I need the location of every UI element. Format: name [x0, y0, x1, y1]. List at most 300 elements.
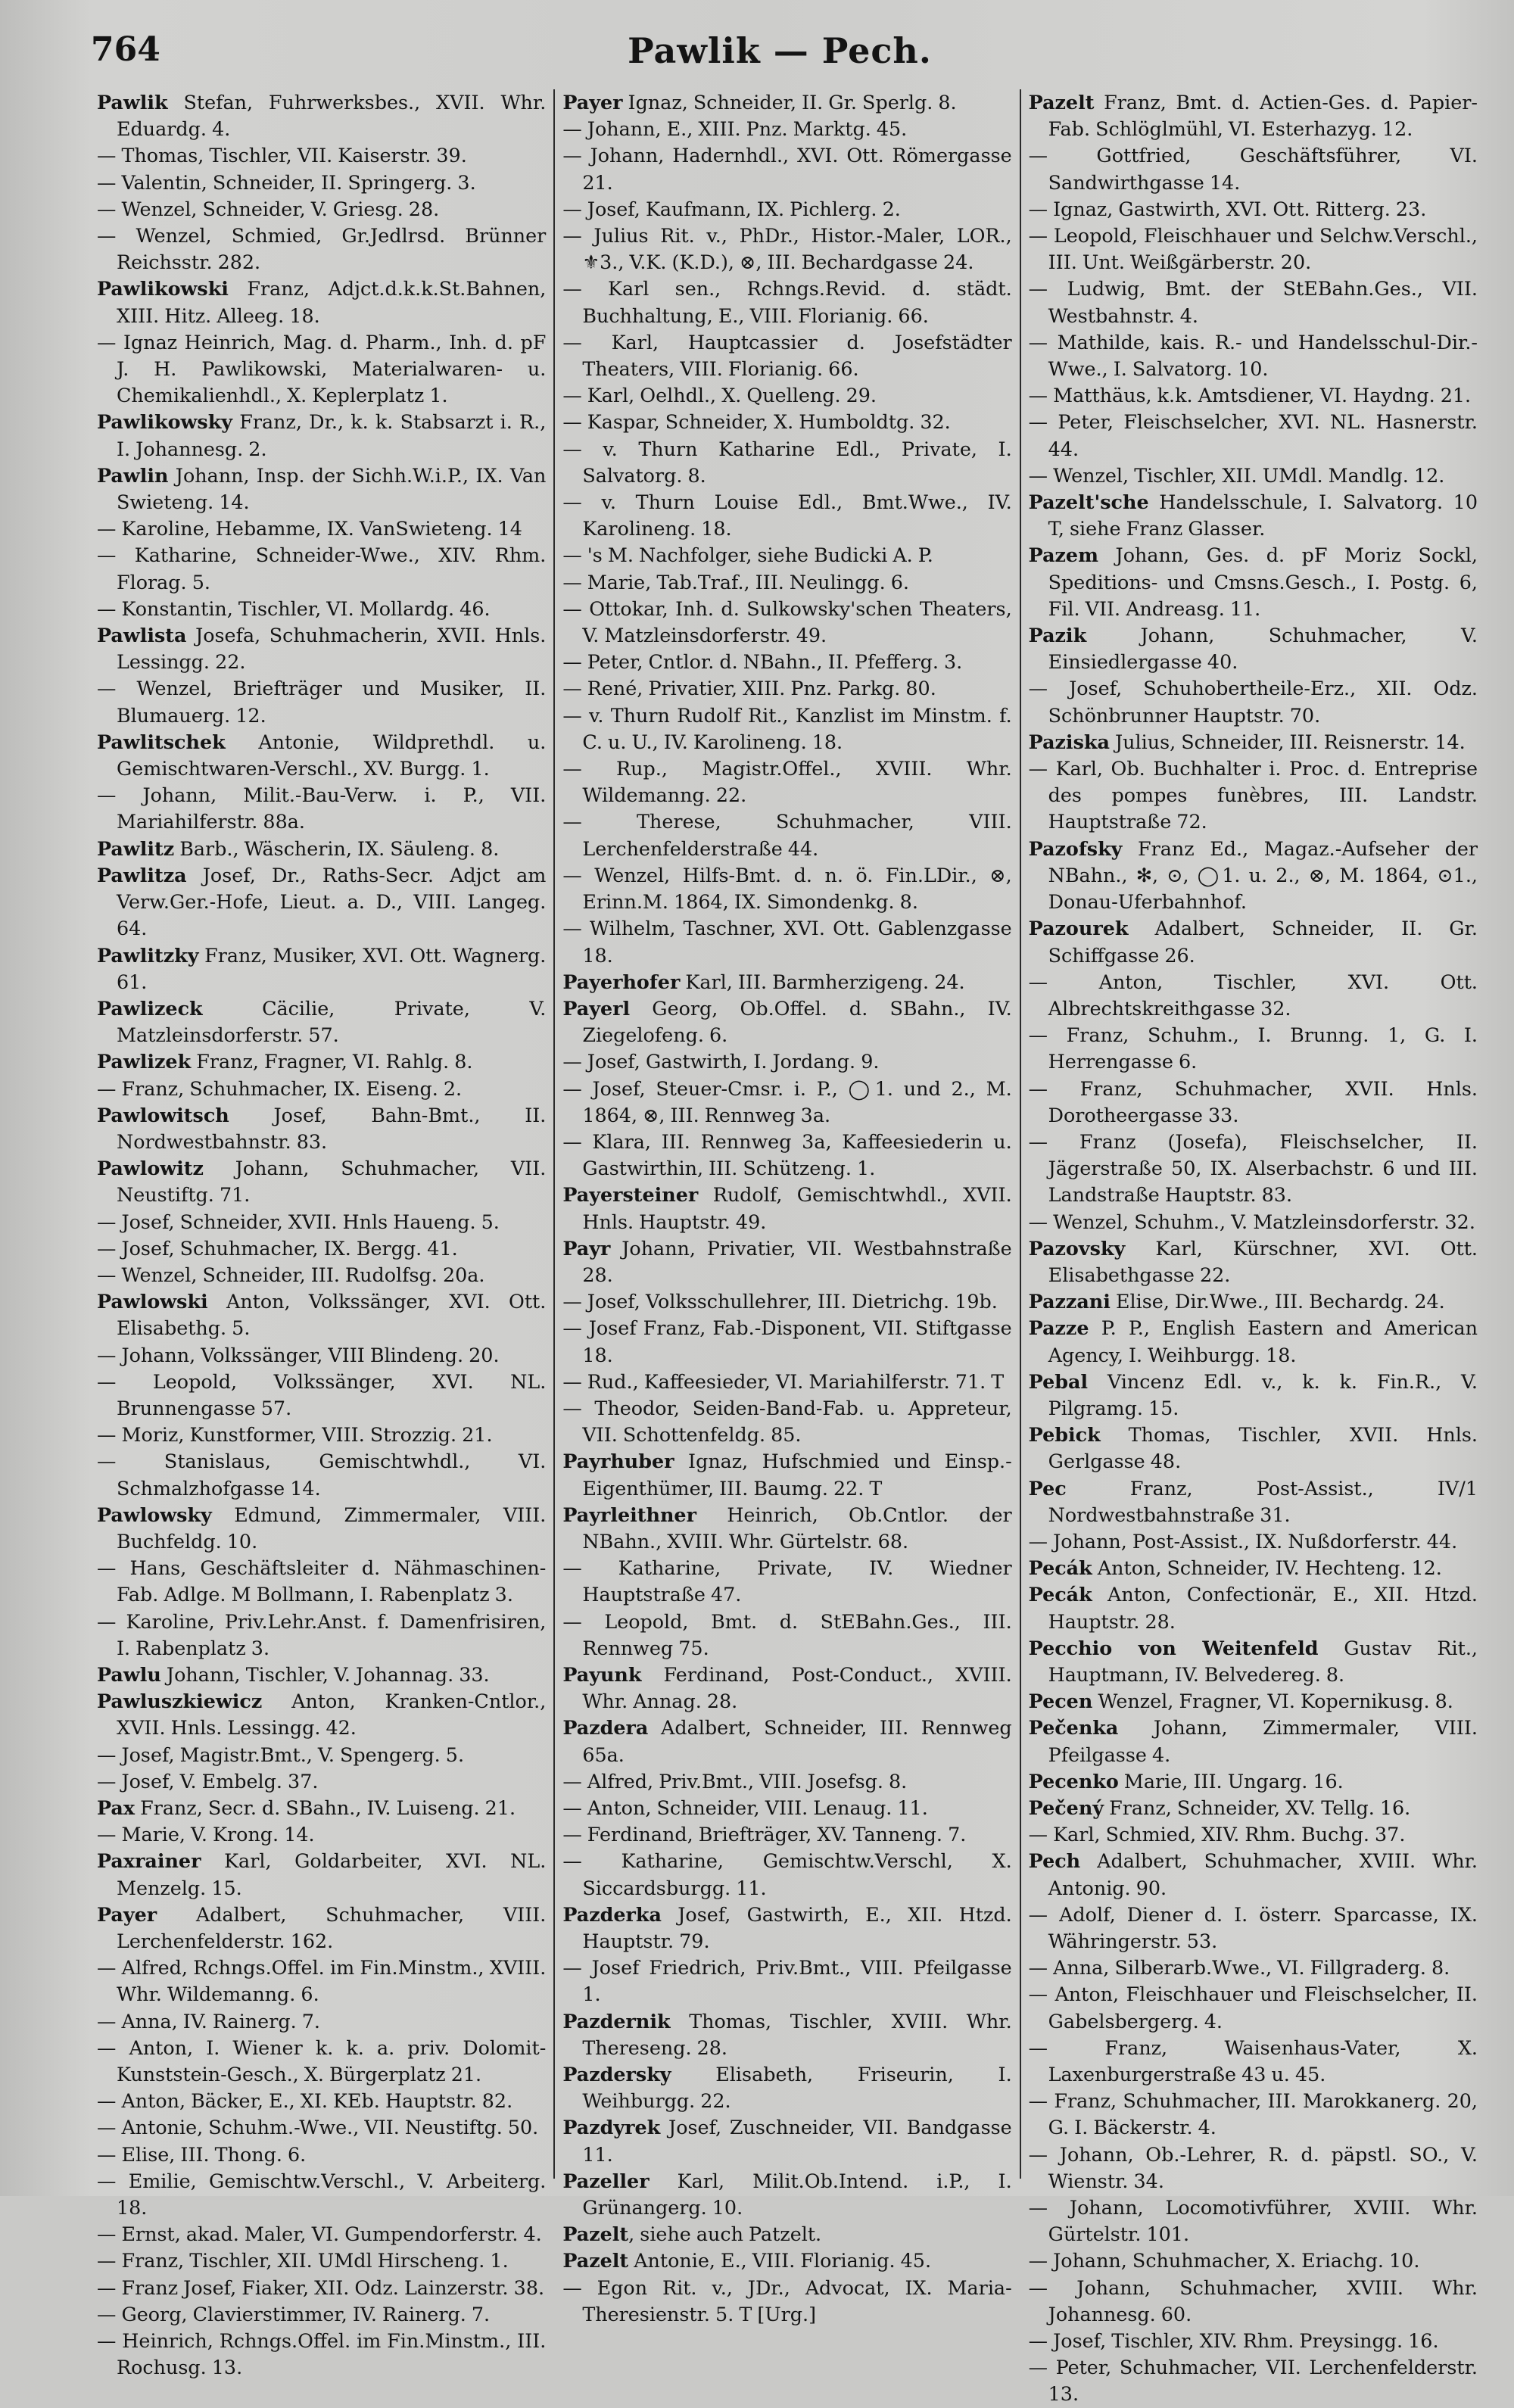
entry-details: — Therese, Schuhmacher, VIII. Lerchenfelderstraße 44. — [562, 810, 1012, 860]
entry-surname: Paziska — [1028, 730, 1110, 753]
directory-entry — [1029, 915, 1478, 968]
directory-entry — [97, 2275, 546, 2301]
entry-details: — Josef, Magistr.Bmt., V. Spengerg. 5. — [97, 1743, 465, 1766]
entry-details: — v. Thurn Louise Edl., Bmt.Wwe., IV. Karolineng. 18. — [562, 491, 1012, 540]
entry-details: — Ernst, akad. Maler, VI. Gumpendorferstr. 4. — [97, 2223, 542, 2246]
entry-surname: Pebick — [1028, 1423, 1101, 1447]
entry-details: Johann, Schuhmacher, VII. Neustiftg. 71. — [117, 1157, 547, 1207]
entry-details: Karl, Goldarbeiter, XVI. NL. Menzelg. 15. — [117, 1849, 547, 1899]
entry-surname: Pazeller — [562, 2169, 650, 2192]
entry-surname: Pax — [97, 1796, 135, 1819]
entry-details: — Josef, Kaufmann, IX. Pichlerg. 2. — [562, 197, 901, 220]
directory-entry — [562, 1955, 1011, 2008]
entry-details: — Hans, Geschäftsleiter d. Nähmaschinen-Fab. Adlge. M Bollmann, I. Rabenplatz 3. — [97, 1556, 547, 1606]
entry-surname: Pawlowsky — [97, 1503, 212, 1526]
entry-details: Stefan, Fuhrwerksbes., XVII. Whr. Eduardg. 4. — [117, 91, 547, 141]
directory-entry — [562, 1848, 1011, 1901]
directory-entry — [562, 862, 1011, 915]
entry-surname: Payunk — [562, 1662, 642, 1686]
entry-surname: Pazik — [1028, 624, 1087, 647]
entry-surname: Pečený — [1028, 1796, 1104, 1819]
entry-surname: Pazderka — [562, 1902, 662, 1926]
entry-details: Karl, III. Barmherzigeng. 24. — [680, 970, 965, 993]
directory-entry — [562, 1768, 1011, 1795]
entry-surname: Pecchio von Weitenfeld — [1028, 1636, 1319, 1659]
directory-entry — [562, 1048, 1011, 1075]
entry-details: — Franz, Tischler, XII. UMdl Hirscheng. 1. — [97, 2249, 509, 2272]
entry-details: — Theodor, Seiden-Band-Fab. u. Appreteur, VII. Schottenfeldg. 85. — [562, 1396, 1012, 1447]
entry-details: Marie, III. Ungarg. 16. — [1118, 1769, 1344, 1793]
directory-entry — [1029, 142, 1478, 195]
directory-entry — [562, 382, 1011, 409]
directory-entry — [97, 1742, 546, 1768]
entry-details: — Heinrich, Rchngs.Offel. im Fin.Minstm., III. Rochusg. 13. — [97, 2329, 547, 2379]
entry-details: — Franz, Waisenhaus-Vater, X. Laxenburgerstraße 43 u. 45. — [1028, 2036, 1478, 2086]
entry-surname: Pazdyrek — [562, 2116, 661, 2139]
directory-entry — [562, 2168, 1011, 2221]
entry-details: — Leopold, Bmt. d. StEBahn.Ges., III. Rennweg 75. — [562, 1609, 1012, 1659]
entry-surname: Pazelt — [562, 2249, 629, 2272]
entry-surname: Pawlin — [97, 463, 169, 487]
directory-entry — [1029, 1288, 1478, 1315]
directory-entry — [97, 1262, 546, 1288]
directory-entry — [97, 1342, 546, 1369]
entry-details: — Marie, Tab.Traf., III. Neulingg. 6. — [562, 570, 909, 593]
directory-entry — [1029, 1848, 1478, 1901]
directory-entry — [1029, 89, 1478, 142]
directory-entry — [1029, 729, 1478, 755]
entry-details: Adalbert, Schuhmacher, VIII. Lerchenfelderstr. 162. — [117, 1902, 547, 1953]
entry-surname: Pawlik — [97, 91, 168, 114]
directory-entry — [1029, 1981, 1478, 2034]
directory-entry — [97, 223, 546, 276]
entry-details: — Franz (Josefa), Fleischselcher, II. Jägerstraße 50, IX. Alserbachstr. 6 und III. Landstraße Hauptstr. 83. — [1028, 1129, 1478, 1207]
entry-details: Edmund, Zimmermaler, VIII. Buchfeldg. 10. — [117, 1503, 547, 1553]
directory-entry — [562, 569, 1011, 596]
directory-entry — [1029, 836, 1478, 916]
directory-entry — [97, 1448, 546, 1501]
entry-details: Cäcilie, Private, V. Matzleinsdorferstr. 57. — [117, 996, 547, 1047]
directory-entry — [1029, 1635, 1478, 1688]
entry-details: — Wenzel, Schmied, Gr.Jedlrsd. Brünner Reichsstr. 282. — [97, 224, 547, 274]
entry-details: — Johann, Milit.-Bau-Verw. i. P., VII. Mariahilferstr. 88a. — [97, 783, 547, 833]
entry-details: — Karoline, Priv.Lehr.Anst. f. Damenfrisiren, I. Rabenplatz 3. — [97, 1609, 547, 1659]
directory-entry — [562, 489, 1011, 542]
directory-entry — [562, 2008, 1011, 2061]
entry-surname: Pazdernik — [562, 2009, 671, 2033]
entry-surname: Pawlista — [97, 624, 187, 647]
entry-details: Franz, Schneider, XV. Tellg. 16. — [1104, 1796, 1411, 1819]
entry-details: — Franz Josef, Fiaker, XII. Odz. Lainzerstr. 38. — [97, 2276, 545, 2299]
directory-entry — [97, 1369, 546, 1422]
entry-details: — Karl, Hauptcassier d. Josefstädter Theaters, VIII. Florianig. 66. — [562, 330, 1012, 381]
directory-entry — [97, 1235, 546, 1262]
directory-entry — [562, 969, 1011, 995]
directory-columns — [92, 89, 1478, 2406]
entry-details: — Josef, Schneider, XVII. Hnls Haueng. 5. — [97, 1210, 500, 1233]
entry-details: — Ignaz, Gastwirth, XVI. Ott. Ritterg. 23. — [1028, 197, 1427, 220]
directory-entry — [1029, 1902, 1478, 1955]
entry-surname: Payr — [562, 1236, 611, 1260]
entry-details: — Karl, Oelhdl., X. Quelleng. 29. — [562, 384, 877, 407]
directory-entry — [562, 142, 1011, 195]
entry-details: — Katharine, Gemischtw.Verschl, X. Siccardsburgg. 11. — [562, 1849, 1012, 1899]
directory-entry — [562, 1395, 1011, 1448]
directory-entry — [97, 329, 546, 410]
entry-details: Franz, Dr., k. k. Stabsarzt i. R., I. Johannesg. 2. — [117, 410, 547, 460]
directory-entry — [1029, 463, 1478, 489]
entry-surname: Pecenko — [1028, 1769, 1119, 1793]
entry-details: — René, Privatier, XIII. Pnz. Parkg. 80. — [562, 677, 936, 700]
directory-entry — [562, 196, 1011, 223]
entry-details: — Johann, E., XIII. Pnz. Marktg. 45. — [562, 117, 908, 141]
page-header — [91, 30, 1469, 83]
entry-details: — 's M. Nachfolger, siehe Budicki A. P. — [562, 544, 933, 567]
entry-details: Ignaz, Schneider, II. Gr. Sperlg. 8. — [622, 91, 957, 114]
directory-entry — [97, 1768, 546, 1795]
entry-details: Anton, Schneider, IV. Hechteng. 12. — [1092, 1556, 1442, 1580]
entry-surname: Payersteiner — [562, 1183, 699, 1207]
directory-entry — [1029, 223, 1478, 276]
entry-details: Gustav Rit., Hauptmann, IV. Belvedereg. 8. — [1048, 1636, 1478, 1686]
entry-details: — Katharine, Private, IV. Wiedner Hauptstraße 47. — [562, 1556, 1012, 1606]
entry-details: — Alfred, Priv.Bmt., VIII. Josefsg. 8. — [562, 1769, 908, 1793]
entry-details: Elise, Dir.Wwe., III. Bechardg. 24. — [1110, 1290, 1445, 1313]
directory-entry — [97, 276, 546, 329]
directory-entry — [1029, 1768, 1478, 1795]
entry-details: Ignaz, Hufschmied und Einsp.-Eigenthümer, III. Baumg. 22. T — [582, 1450, 1012, 1500]
directory-entry — [1029, 1369, 1478, 1422]
directory-entry — [1029, 1955, 1478, 1981]
entry-details: — v. Thurn Rudolf Rit., Kanzlist im Minstm. f. C. u. U., IV. Karolineng. 18. — [562, 703, 1012, 753]
entry-details: — Georg, Clavierstimmer, IV. Rainerg. 7. — [97, 2302, 491, 2325]
entry-surname: Pawlikowski — [97, 277, 229, 301]
entry-details: Barb., Wäscherin, IX. Säuleng. 8. — [174, 836, 500, 860]
entry-details: — Anton, Fleischhauer und Fleischselcher, II. Gabelsbergerg. 4. — [1028, 1983, 1478, 2033]
directory-entry — [562, 2221, 1011, 2248]
entry-details: — Anton, Bäcker, E., XI. KEb. Hauptstr. 82. — [97, 2089, 513, 2113]
entry-details: — Karl sen., Rchngs.Revid. d. städt. Buchhaltung, E., VIII. Florianig. 66. — [562, 277, 1012, 327]
entry-details: Vincenz Edl. v., k. k. Fin.R., V. Pilgramg. 15. — [1048, 1369, 1478, 1419]
entry-details: Handelsschule, I. Salvatorg. 10 T, siehe Franz Glasser. — [1048, 491, 1478, 540]
entry-surname: Pebal — [1028, 1369, 1089, 1393]
entry-details: — Peter, Cntlor. d. NBahn., II. Pfefferg. 3. — [562, 650, 963, 674]
entry-surname: Pazelt — [562, 2223, 629, 2246]
entry-surname: Pawlikowsky — [97, 410, 233, 434]
entry-details: — Franz, Schuhm., I. Brunng. 1, G. I. Herrengasse 6. — [1028, 1023, 1478, 1073]
directory-entry — [1029, 1076, 1478, 1129]
directory-entry — [562, 116, 1011, 142]
entry-details: — Franz, Schuhmacher, IX. Eiseng. 2. — [97, 1076, 463, 1100]
entry-details: — Josef, Gastwirth, I. Jordang. 9. — [562, 1050, 880, 1073]
directory-entry — [1029, 542, 1478, 622]
directory-entry — [1029, 1555, 1478, 1581]
entry-details: — Wenzel, Briefträger und Musiker, II. Blumauerg. 12. — [97, 677, 547, 727]
directory-entry — [97, 596, 546, 622]
directory-entry — [97, 89, 546, 142]
entry-surname: Pec — [1028, 1476, 1067, 1500]
directory-entry — [1029, 409, 1478, 462]
directory-entry — [97, 2114, 546, 2141]
entry-surname: Pawlizeck — [97, 996, 203, 1020]
directory-entry — [97, 2328, 546, 2381]
entry-details: Josef, Gastwirth, E., XII. Htzd. Hauptstr. 79. — [582, 1902, 1012, 1953]
directory-entry — [562, 649, 1011, 675]
directory-entry — [562, 1555, 1011, 1608]
entry-details: Franz, Bmt. d. Actien-Ges. d. Papier-Fab. Schlöglmühl, VI. Esterhazyg. 12. — [1048, 91, 1478, 141]
directory-entry — [97, 1555, 546, 1608]
entry-surname: Pazourek — [1028, 917, 1129, 940]
directory-entry — [97, 1076, 546, 1102]
directory-entry — [1029, 1315, 1478, 1368]
directory-entry — [562, 1288, 1011, 1315]
entry-details: — Ferdinand, Briefträger, XV. Tanneng. 7. — [562, 1823, 967, 1846]
column-2 — [553, 89, 1012, 2325]
directory-entry — [1029, 1581, 1478, 1634]
directory-entry — [562, 542, 1011, 569]
directory-entry — [1029, 675, 1478, 728]
directory-entry — [1029, 1129, 1478, 1209]
entry-details: Franz, Secr. d. SBahn., IV. Luiseng. 21. — [135, 1796, 516, 1819]
directory-entry — [97, 729, 546, 782]
entry-details: — Josef, Steuer-Cmsr. i. P., ◯1. und 2., M. 1864, ⊗, III. Rennweg 3a. — [562, 1076, 1012, 1126]
entry-details: Franz Ed., Magaz.-Aufseher der NBahn., ✻, ⊙, ◯1. u. 2., ⊗, M. 1864, ⊙1., Donau-Uferbahnhof. — [1048, 836, 1478, 914]
entry-details: Karl, Milit.Ob.Intend. i.P., I. Grünangerg. 10. — [582, 2169, 1012, 2220]
entry-surname: Pazelt'sche — [1028, 491, 1149, 514]
entry-details: — Wenzel, Schneider, III. Rudolfsg. 20a. — [97, 1263, 485, 1286]
entry-details: — Karl, Ob. Buchhalter i. Proc. d. Entreprise des pompes funèbres, III. Landstr. Hauptstraße 72. — [1028, 757, 1478, 833]
entry-surname: Pecák — [1028, 1583, 1092, 1606]
entry-surname: Paxrainer — [97, 1849, 201, 1873]
directory-entry — [562, 1502, 1011, 1555]
entry-details: — Julius Rit. v., PhDr., Histor.-Maler, LOR., ⚜3., V.K. (K.D.), ⊗, III. Bechardgasse 24. — [562, 224, 1012, 274]
directory-entry — [562, 329, 1011, 382]
entry-details: — Stanislaus, Gemischtwhdl., VI. Schmalzhofgasse 14. — [97, 1450, 547, 1500]
directory-entry — [1029, 1715, 1478, 1768]
directory-entry — [97, 142, 546, 169]
directory-entry — [1029, 2354, 1478, 2407]
entry-surname: Payer — [562, 91, 623, 114]
entry-details: — Josef Franz, Fab.-Disponent, VII. Stiftgasse 18. — [562, 1316, 1012, 1366]
entry-details: Thomas, Tischler, XVII. Hnls. Gerlgasse 48. — [1048, 1423, 1478, 1473]
entry-details: — Moriz, Kunstformer, VIII. Strozzig. 21. — [97, 1423, 493, 1447]
directory-entry — [562, 89, 1011, 116]
entry-details: Georg, Ob.Offel. d. SBahn., IV. Ziegelofeng. 6. — [582, 996, 1012, 1047]
entry-surname: Pawlowitsch — [97, 1103, 229, 1126]
entry-surname: Pazdera — [562, 1716, 649, 1740]
entry-details: Karl, Kürschner, XVI. Ott. Elisabethgasse 22. — [1048, 1236, 1478, 1286]
directory-entry — [1029, 2195, 1478, 2248]
entry-details: Franz, Post-Assist., IV/1 Nordwestbahnstraße 31. — [1048, 1476, 1478, 1526]
directory-entry — [97, 1422, 546, 1448]
entry-details: Josefa, Schuhmacherin, XVII. Hnls. Lessingg. 22. — [117, 624, 547, 674]
directory-entry — [1029, 2248, 1478, 2274]
entry-details: Johann, Zimmermaler, VIII. Pfeilgasse 4. — [1048, 1716, 1478, 1766]
directory-entry — [562, 436, 1011, 489]
entry-details: Heinrich, Ob.Cntlor. der NBahn., XVIII. Whr. Gürtelstr. 68. — [582, 1503, 1012, 1553]
entry-details: — Franz, Schuhmacher, III. Marokkanerg. 20, G. I. Bäckerstr. 4. — [1028, 2089, 1478, 2139]
entry-details: — Adolf, Diener d. I. österr. Sparcasse, IX. Währingerstr. 53. — [1028, 1902, 1478, 1953]
directory-entry — [562, 1129, 1011, 1182]
directory-entry — [97, 1688, 546, 1741]
entry-details: — Konstantin, Tischler, VI. Mollardg. 46. — [97, 597, 491, 620]
entry-details: Adalbert, Schneider, III. Rennweg 65a. — [582, 1716, 1012, 1766]
directory-entry — [1029, 969, 1478, 1022]
entry-surname: Payerl — [562, 996, 631, 1020]
directory-entry — [97, 1821, 546, 1848]
directory-entry — [1029, 489, 1478, 542]
entry-details: Johann, Schuhmacher, V. Einsiedlergasse 40. — [1048, 624, 1478, 674]
directory-entry — [97, 1288, 546, 1341]
entry-details: Rudolf, Gemischtwhdl., XVII. Hnls. Hauptstr. 49. — [582, 1183, 1012, 1233]
entry-surname: Pečenka — [1028, 1716, 1119, 1740]
entry-surname: Pech — [1028, 1849, 1081, 1873]
entry-details: Johann, Ges. d. pF Moriz Sockl, Speditions- und Cmsns.Gesch., I. Postg. 6, Fil. VII. Andreasg. 11. — [1048, 544, 1478, 620]
entry-details: Adalbert, Schuhmacher, XVIII. Whr. Antonig. 90. — [1048, 1849, 1478, 1899]
entry-details: Johann, Tischler, V. Johannag. 33. — [160, 1662, 490, 1686]
entry-details: — Ludwig, Bmt. der StEBahn.Ges., VII. Westbahnstr. 4. — [1028, 277, 1478, 327]
entry-surname: Pazze — [1028, 1316, 1089, 1340]
entry-details: — Anton, Tischler, XVI. Ott. Albrechtskreithgasse 32. — [1028, 970, 1478, 1020]
entry-surname: Pecen — [1028, 1690, 1093, 1713]
entry-details: — Matthäus, k.k. Amtsdiener, VI. Haydng. 21. — [1028, 384, 1472, 407]
entry-details: — Josef, Volksschullehrer, III. Dietrichg. 19b. — [562, 1290, 998, 1313]
directory-entry — [1029, 1528, 1478, 1555]
entry-details: Antonie, E., VIII. Florianig. 45. — [628, 2249, 932, 2272]
directory-entry — [1029, 2142, 1478, 2195]
directory-entry — [1029, 622, 1478, 675]
entry-details: — Peter, Fleischselcher, XVI. NL. Hasnerstr. 44. — [1028, 410, 1478, 460]
entry-details: — Karoline, Hebamme, IX. VanSwieteng. 14 — [97, 517, 522, 540]
entry-surname: Pazzani — [1028, 1290, 1111, 1313]
entry-details: — Alfred, Rchngs.Offel. im Fin.Minstm., XVIII. Whr. Wildemanng. 6. — [97, 1956, 547, 2006]
directory-entry — [562, 276, 1011, 329]
entry-surname: Pawlowitz — [97, 1157, 204, 1180]
entry-details: — Johann, Schuhmacher, X. Eriachg. 10. — [1028, 2249, 1420, 2272]
directory-entry — [97, 1102, 546, 1155]
entry-details: — Rud., Kaffeesieder, VI. Mariahilferstr. 71. T — [562, 1369, 1005, 1393]
directory-entry — [1029, 1475, 1478, 1528]
entry-details: — v. Thurn Katharine Edl., Private, I. Salvatorg. 8. — [562, 437, 1012, 487]
entry-surname: Pawlitza — [97, 863, 187, 886]
entry-details: — Klara, III. Rennweg 3a, Kaffeesiederin u. Gastwirthin, III. Schützeng. 1. — [562, 1129, 1012, 1180]
column-1 — [92, 89, 547, 2379]
entry-details: — Johann, Locomotivführer, XVIII. Whr. Gürtelstr. 101. — [1028, 2196, 1478, 2246]
directory-entry — [97, 170, 546, 196]
entry-surname: Pawlu — [97, 1662, 161, 1686]
entry-details: P. P., English Eastern and American Agency, I. Weihburgg. 18. — [1048, 1316, 1478, 1366]
entry-surname: Pawlitzky — [97, 943, 199, 967]
directory-entry — [562, 702, 1011, 755]
entry-details: — Wenzel, Schneider, V. Griesg. 28. — [97, 197, 440, 220]
directory-entry — [97, 1048, 546, 1075]
directory-entry — [1029, 1022, 1478, 1075]
directory-entry — [1029, 382, 1478, 409]
entry-surname: Payrleithner — [562, 1503, 696, 1526]
entry-surname: Payerhofer — [562, 970, 681, 993]
entry-details: — Thomas, Tischler, VII. Kaiserstr. 39. — [97, 144, 467, 167]
directory-entry — [97, 2221, 546, 2248]
entry-surname: Pawlizek — [97, 1050, 192, 1073]
directory-entry — [562, 596, 1011, 649]
entry-details: — Johann, Volkssänger, VIII Blindeng. 20. — [97, 1343, 500, 1366]
directory-entry — [97, 196, 546, 223]
entry-details: Anton, Volkssänger, XVI. Ott. Elisabethg. 5. — [117, 1290, 547, 1340]
directory-entry — [562, 2114, 1011, 2167]
directory-entry — [97, 542, 546, 595]
entry-surname: Pawlowski — [97, 1290, 208, 1313]
entry-details: — Wenzel, Schuhm., V. Matzleinsdorferstr. 32. — [1028, 1210, 1475, 1233]
directory-entry — [97, 409, 546, 462]
directory-entry — [97, 463, 546, 516]
entry-details: — Katharine, Schneider-Wwe., XIV. Rhm. Florag. 5. — [97, 544, 547, 593]
directory-entry — [97, 2142, 546, 2168]
entry-details: , siehe auch Patzelt. — [628, 2223, 822, 2246]
directory-entry — [562, 2248, 1011, 2274]
directory-entry — [97, 1155, 546, 1208]
entry-surname: Pawlitschek — [97, 730, 226, 753]
directory-entry — [1029, 1422, 1478, 1475]
entry-details: Anton, Confectionär, E., XII. Htzd. Hauptstr. 28. — [1048, 1583, 1478, 1633]
directory-entry — [1029, 329, 1478, 382]
directory-entry — [1029, 196, 1478, 223]
directory-entry — [97, 2088, 546, 2114]
directory-entry — [1029, 276, 1478, 329]
entry-surname: Pazelt — [1028, 91, 1095, 114]
entry-details: Franz, Fragner, VI. Rahlg. 8. — [191, 1050, 473, 1073]
entry-details: — Anton, I. Wiener k. k. a. priv. Dolomit-Kunststein-Gesch., X. Bürgerplatz 21. — [97, 2036, 547, 2086]
directory-entry — [97, 2168, 546, 2221]
directory-entry — [562, 1315, 1011, 1368]
entry-details: — Wilhelm, Taschner, XVI. Ott. Gablenzgasse 18. — [562, 917, 1012, 967]
directory-entry — [97, 836, 546, 862]
directory-entry — [97, 2008, 546, 2035]
entry-surname: Pazofsky — [1028, 836, 1123, 860]
entry-details: — Kaspar, Schneider, X. Humboldtg. 32. — [562, 410, 951, 434]
directory-entry — [1029, 1209, 1478, 1235]
page-number: 764 — [91, 30, 160, 69]
running-title: Pawlik — Pech. — [628, 30, 932, 71]
entry-details: — Josef, Tischler, XIV. Rhm. Preysingg. 16. — [1028, 2329, 1439, 2353]
entry-details: Johann, Privatier, VII. Westbahnstraße 28. — [582, 1236, 1012, 1286]
directory-entry — [1029, 1795, 1478, 1821]
directory-entry — [562, 223, 1011, 276]
directory-entry — [97, 942, 546, 995]
directory-entry — [1029, 755, 1478, 836]
directory-entry — [562, 675, 1011, 702]
entry-surname: Payrhuber — [562, 1450, 674, 1473]
entry-surname: Pawlitz — [97, 836, 175, 860]
entry-details: — Johann, Ob.-Lehrer, R. d. päpstl. SO., V. Wienstr. 34. — [1028, 2142, 1478, 2192]
entry-details: — Josef, Schuhobertheile-Erz., XII. Odz. Schönbrunner Hauptstr. 70. — [1028, 677, 1478, 727]
entry-details: Johann, Insp. der Sichh.W.i.P., IX. Van Swieteng. 14. — [117, 463, 547, 514]
entry-details: — Mathilde, kais. R.- und Handelsschul-Dir.-Wwe., I. Salvatorg. 10. — [1028, 330, 1478, 381]
directory-entry — [562, 1902, 1011, 1955]
directory-entry — [1029, 2035, 1478, 2088]
directory-entry — [562, 915, 1011, 968]
entry-details: Josef, Bahn-Bmt., II. Nordwestbahnstr. 83. — [117, 1103, 547, 1153]
entry-details: — Emilie, Gemischtw.Verschl., V. Arbeiterg. 18. — [97, 2169, 547, 2220]
entry-details: — Anna, IV. Rainerg. 7. — [97, 2009, 320, 2033]
entry-details: — Antonie, Schuhm.-Wwe., VII. Neustiftg. 50. — [97, 2116, 539, 2139]
entry-surname: Pawluszkiewicz — [97, 1690, 263, 1713]
directory-entry — [562, 1182, 1011, 1235]
directory-entry — [1029, 2275, 1478, 2328]
entry-surname: Pazovsky — [1028, 1236, 1126, 1260]
entry-details: — Valentin, Schneider, II. Springerg. 3. — [97, 170, 476, 194]
directory-entry — [562, 2061, 1011, 2114]
entry-details: — Leopold, Volkssänger, XVI. NL. Brunnengasse 57. — [97, 1369, 547, 1419]
